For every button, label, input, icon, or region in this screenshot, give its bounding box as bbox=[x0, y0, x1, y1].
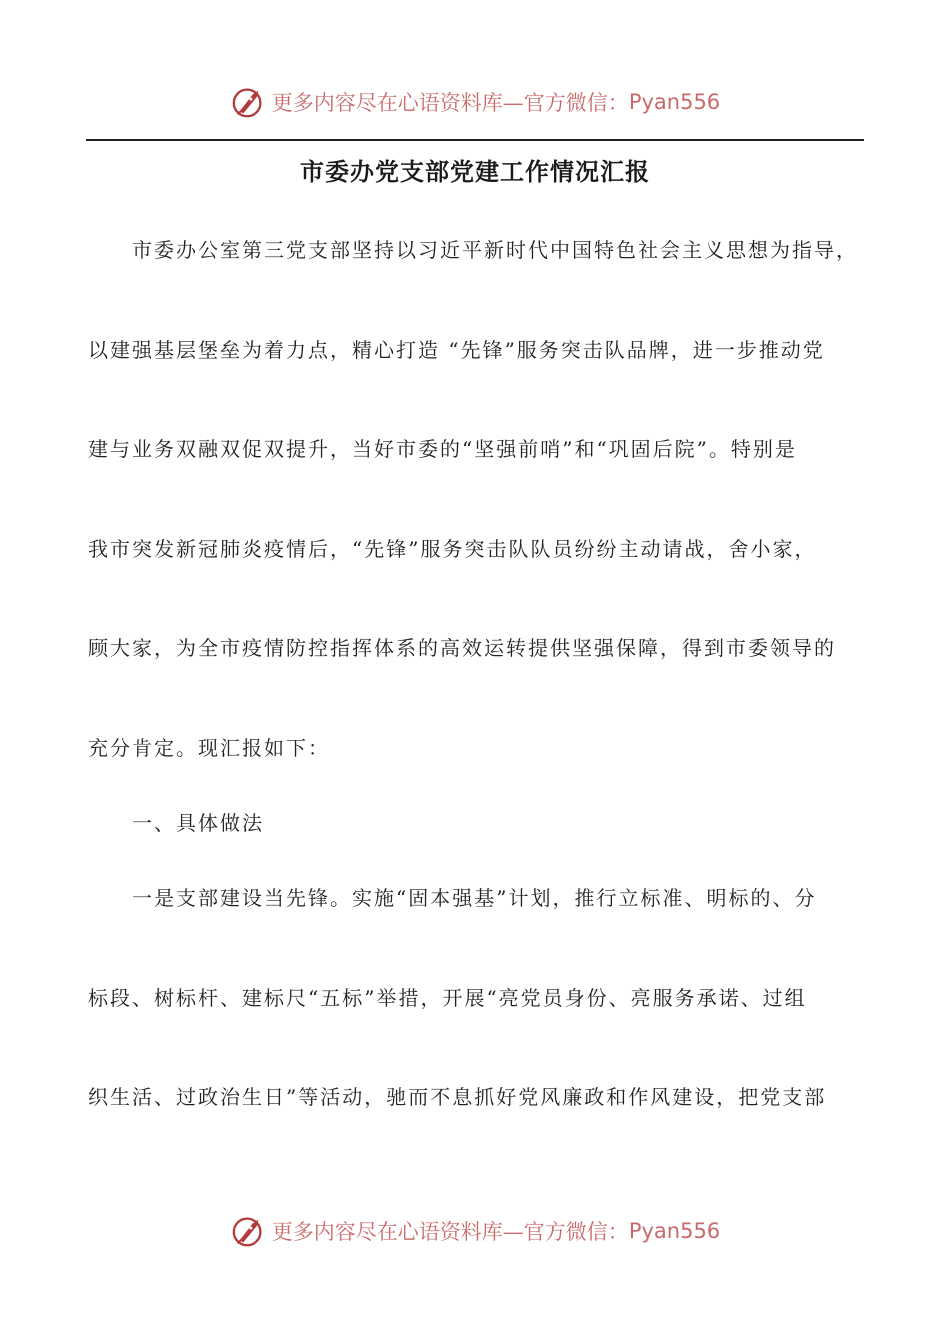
paragraph-line: 以建强基层堡垒为着力点，精心打造 “先锋”服务突击队品牌，进一步推动党 bbox=[88, 338, 825, 362]
paragraph-line: 我市突发新冠肺炎疫情后，“先锋”服务突击队队员纷纷主动请战，舍小家， bbox=[88, 537, 817, 561]
banner-wechat-id: Pyan556 bbox=[628, 1219, 721, 1243]
paragraph-line: 标段、树标杆、建标尺“五标”举措，开展“亮党员身份、亮服务承诺、过组 bbox=[88, 986, 807, 1010]
pen-nib-icon bbox=[230, 83, 268, 121]
header-banner bbox=[0, 80, 950, 124]
paragraph-line: 建与业务双融双促双提升，当好市委的“坚强前哨”和“巩固后院”。特别是 bbox=[88, 437, 797, 461]
banner-text: 更多内容尽在心语资料库—官方微信： bbox=[271, 1220, 629, 1244]
document-title: 市委办党支部党建工作情况汇报 bbox=[300, 158, 650, 186]
paragraph-line: 市委办公室第三党支部坚持以习近平新时代中国特色社会主义思想为指导， bbox=[132, 238, 858, 262]
footer-banner bbox=[0, 1209, 950, 1253]
header-divider bbox=[86, 139, 864, 141]
pen-nib-icon bbox=[230, 1212, 268, 1250]
paragraph-line: 顾大家，为全市疫情防控指挥体系的高效运转提供坚强保障，得到市委领导的 bbox=[88, 636, 836, 660]
section-heading: 一、具体做法 bbox=[132, 811, 264, 835]
paragraph-line: 织生活、过政治生日”等活动，驰而不息抓好党风廉政和作风建设，把党支部 bbox=[88, 1085, 827, 1109]
paragraph-line: 充分肯定。现汇报如下： bbox=[88, 736, 330, 760]
banner-wechat-id: Pyan556 bbox=[628, 90, 721, 114]
banner-text: 更多内容尽在心语资料库—官方微信： bbox=[271, 91, 629, 115]
paragraph-line: 一是支部建设当先锋。实施“固本强基”计划，推行立标准、明标的、分 bbox=[132, 886, 817, 910]
